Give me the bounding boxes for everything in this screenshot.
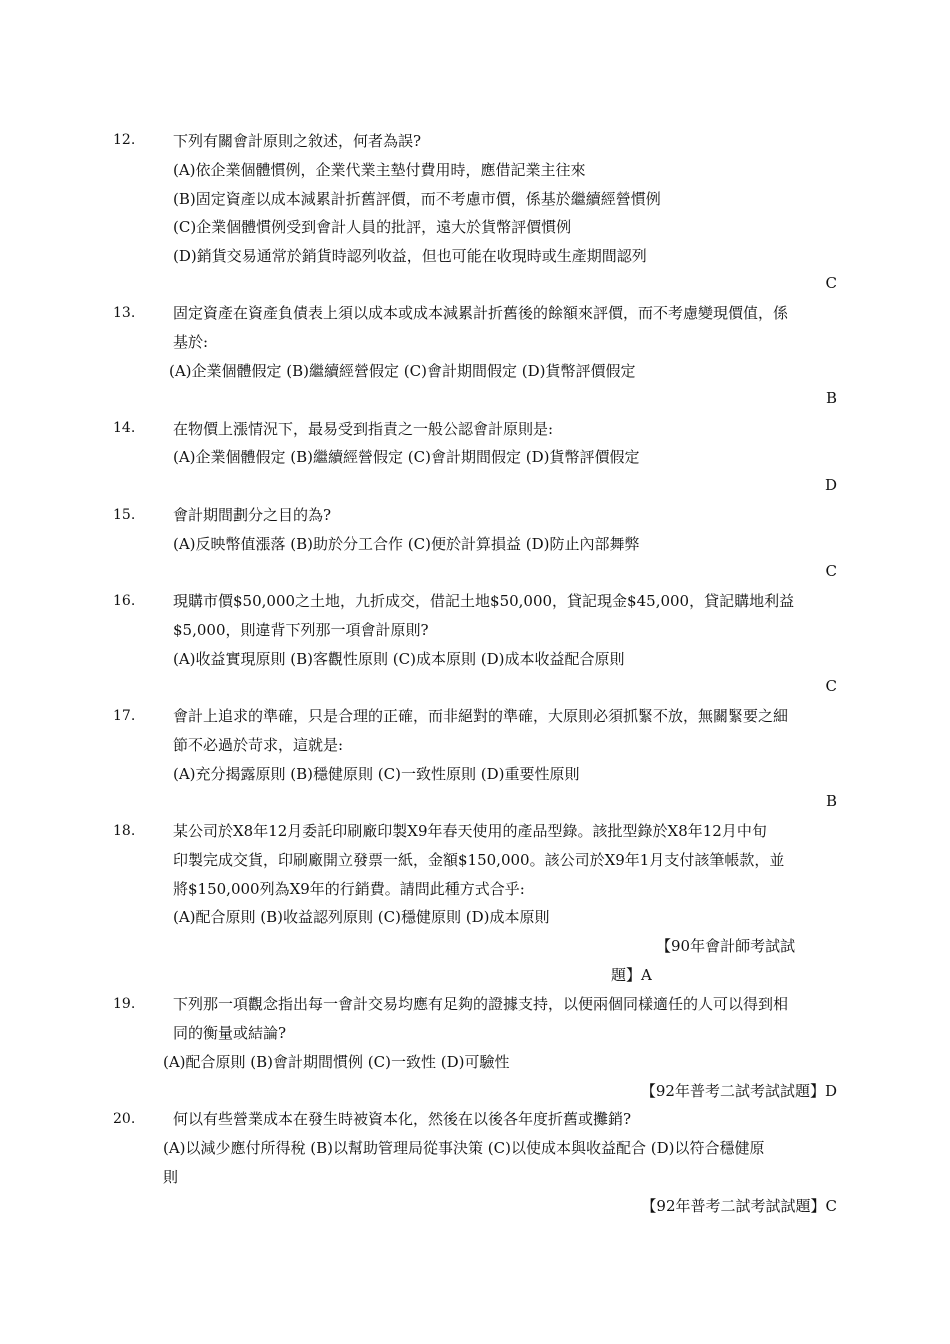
answer: D <box>824 476 837 494</box>
question-number: 16. <box>113 593 136 609</box>
option-line: 則 <box>163 1168 179 1186</box>
question-stem: 何以有些營業成本在發生時被資本化，然後在以後各年度折舊或攤銷? <box>173 1110 632 1128</box>
exam-source: 【92年普考二試考試試題】C <box>641 1197 837 1215</box>
question-stem: 會計期間劃分之目的為? <box>173 506 332 524</box>
question-stem: 會計上追求的準確，只是合理的正確，而非絕對的準確，大原則必須抓緊不放，無關緊要之細 <box>173 707 789 725</box>
question-stem: 下列有關會計原則之敘述，何者為誤? <box>173 132 422 150</box>
question-stem: $5,000，則違背下列那一項會計原則? <box>173 621 429 639</box>
option-line: (A)反映幣值漲落 (B)助於分工合作 (C)便於計算損益 (D)防止內部舞弊 <box>173 535 640 553</box>
question-stem: 印製完成交貨，印刷廠開立發票一紙，金額$150,000。該公司於X9年1月支付該筆帳款，並 <box>173 851 785 869</box>
question-number: 19. <box>113 996 136 1012</box>
question-number: 12. <box>113 132 136 148</box>
exam-source: 【92年普考二試考試試題】D <box>640 1082 837 1100</box>
question-stem: 基於: <box>173 333 209 351</box>
option-line: (A)依企業個體慣例，企業代業主墊付費用時，應借記業主往來 <box>173 161 586 179</box>
option-line: (A)收益實現原則 (B)客觀性原則 (C)成本原則 (D)成本收益配合原則 <box>173 650 625 668</box>
answer: B <box>825 792 837 810</box>
answer: C <box>825 677 837 695</box>
question-number: 17. <box>113 708 136 724</box>
question-number: 20. <box>113 1111 136 1127</box>
option-line: (A)充分揭露原則 (B)穩健原則 (C)一致性原則 (D)重要性原則 <box>173 765 580 783</box>
option-line: (D)銷貨交易通常於銷貨時認列收益，但也可能在收現時或生產期間認列 <box>173 247 647 265</box>
option-line: (A)企業個體假定 (B)繼續經營假定 (C)會計期間假定 (D)貨幣評價假定 <box>173 448 640 466</box>
question-number: 14. <box>113 420 136 436</box>
option-line: (A)企業個體假定 (B)繼續經營假定 (C)會計期間假定 (D)貨幣評價假定 <box>169 362 636 380</box>
question-stem: 將$150,000列為X9年的行銷費。請問此種方式合乎: <box>173 880 525 898</box>
answer: B <box>825 389 837 407</box>
question-number: 13. <box>113 305 136 321</box>
question-stem: 節不必過於苛求，這就是: <box>173 736 344 754</box>
option-line: (A)配合原則 (B)會計期間慣例 (C)一致性 (D)可驗性 <box>163 1053 510 1071</box>
question-stem: 同的衡量或結論? <box>173 1024 287 1042</box>
answer: C <box>825 562 837 580</box>
exam-source: 【90年會計師考試試 <box>656 937 796 955</box>
question-stem: 固定資產在資產負債表上須以成本或成本減累計折舊後的餘額來評價，而不考慮變現價值，係 <box>173 304 789 322</box>
question-stem: 在物價上漲情況下，最易受到指責之一般公認會計原則是: <box>173 420 554 438</box>
option-line: (A)配合原則 (B)收益認列原則 (C)穩健原則 (D)成本原則 <box>173 908 550 926</box>
exam-source: 題】A <box>611 966 652 984</box>
question-number: 15. <box>113 507 136 523</box>
question-stem: 下列那一項觀念指出每一會計交易均應有足夠的證據支持，以便兩個同樣適任的人可以得到相 <box>173 995 789 1013</box>
option-line: (C)企業個體慣例受到會計人員的批評，遠大於貨幣評價慣例 <box>173 218 572 236</box>
option-line: (B)固定資產以成本減累計折舊評價，而不考慮市價，係基於繼續經營慣例 <box>173 190 661 208</box>
option-line: (A)以減少應付所得稅 (B)以幫助管理局從事決策 (C)以使成本與收益配合 (D)以符合穩健原 <box>163 1139 765 1157</box>
answer: C <box>825 274 837 292</box>
question-number: 18. <box>113 823 136 839</box>
question-stem: 某公司於X8年12月委託印刷廠印製X9年春天使用的產品型錄。該批型錄於X8年12月中旬 <box>173 822 767 840</box>
question-stem: 現購市價$50,000之土地，九折成交，借記土地$50,000，貸記現金$45,000，貸記購地利益 <box>173 592 795 610</box>
